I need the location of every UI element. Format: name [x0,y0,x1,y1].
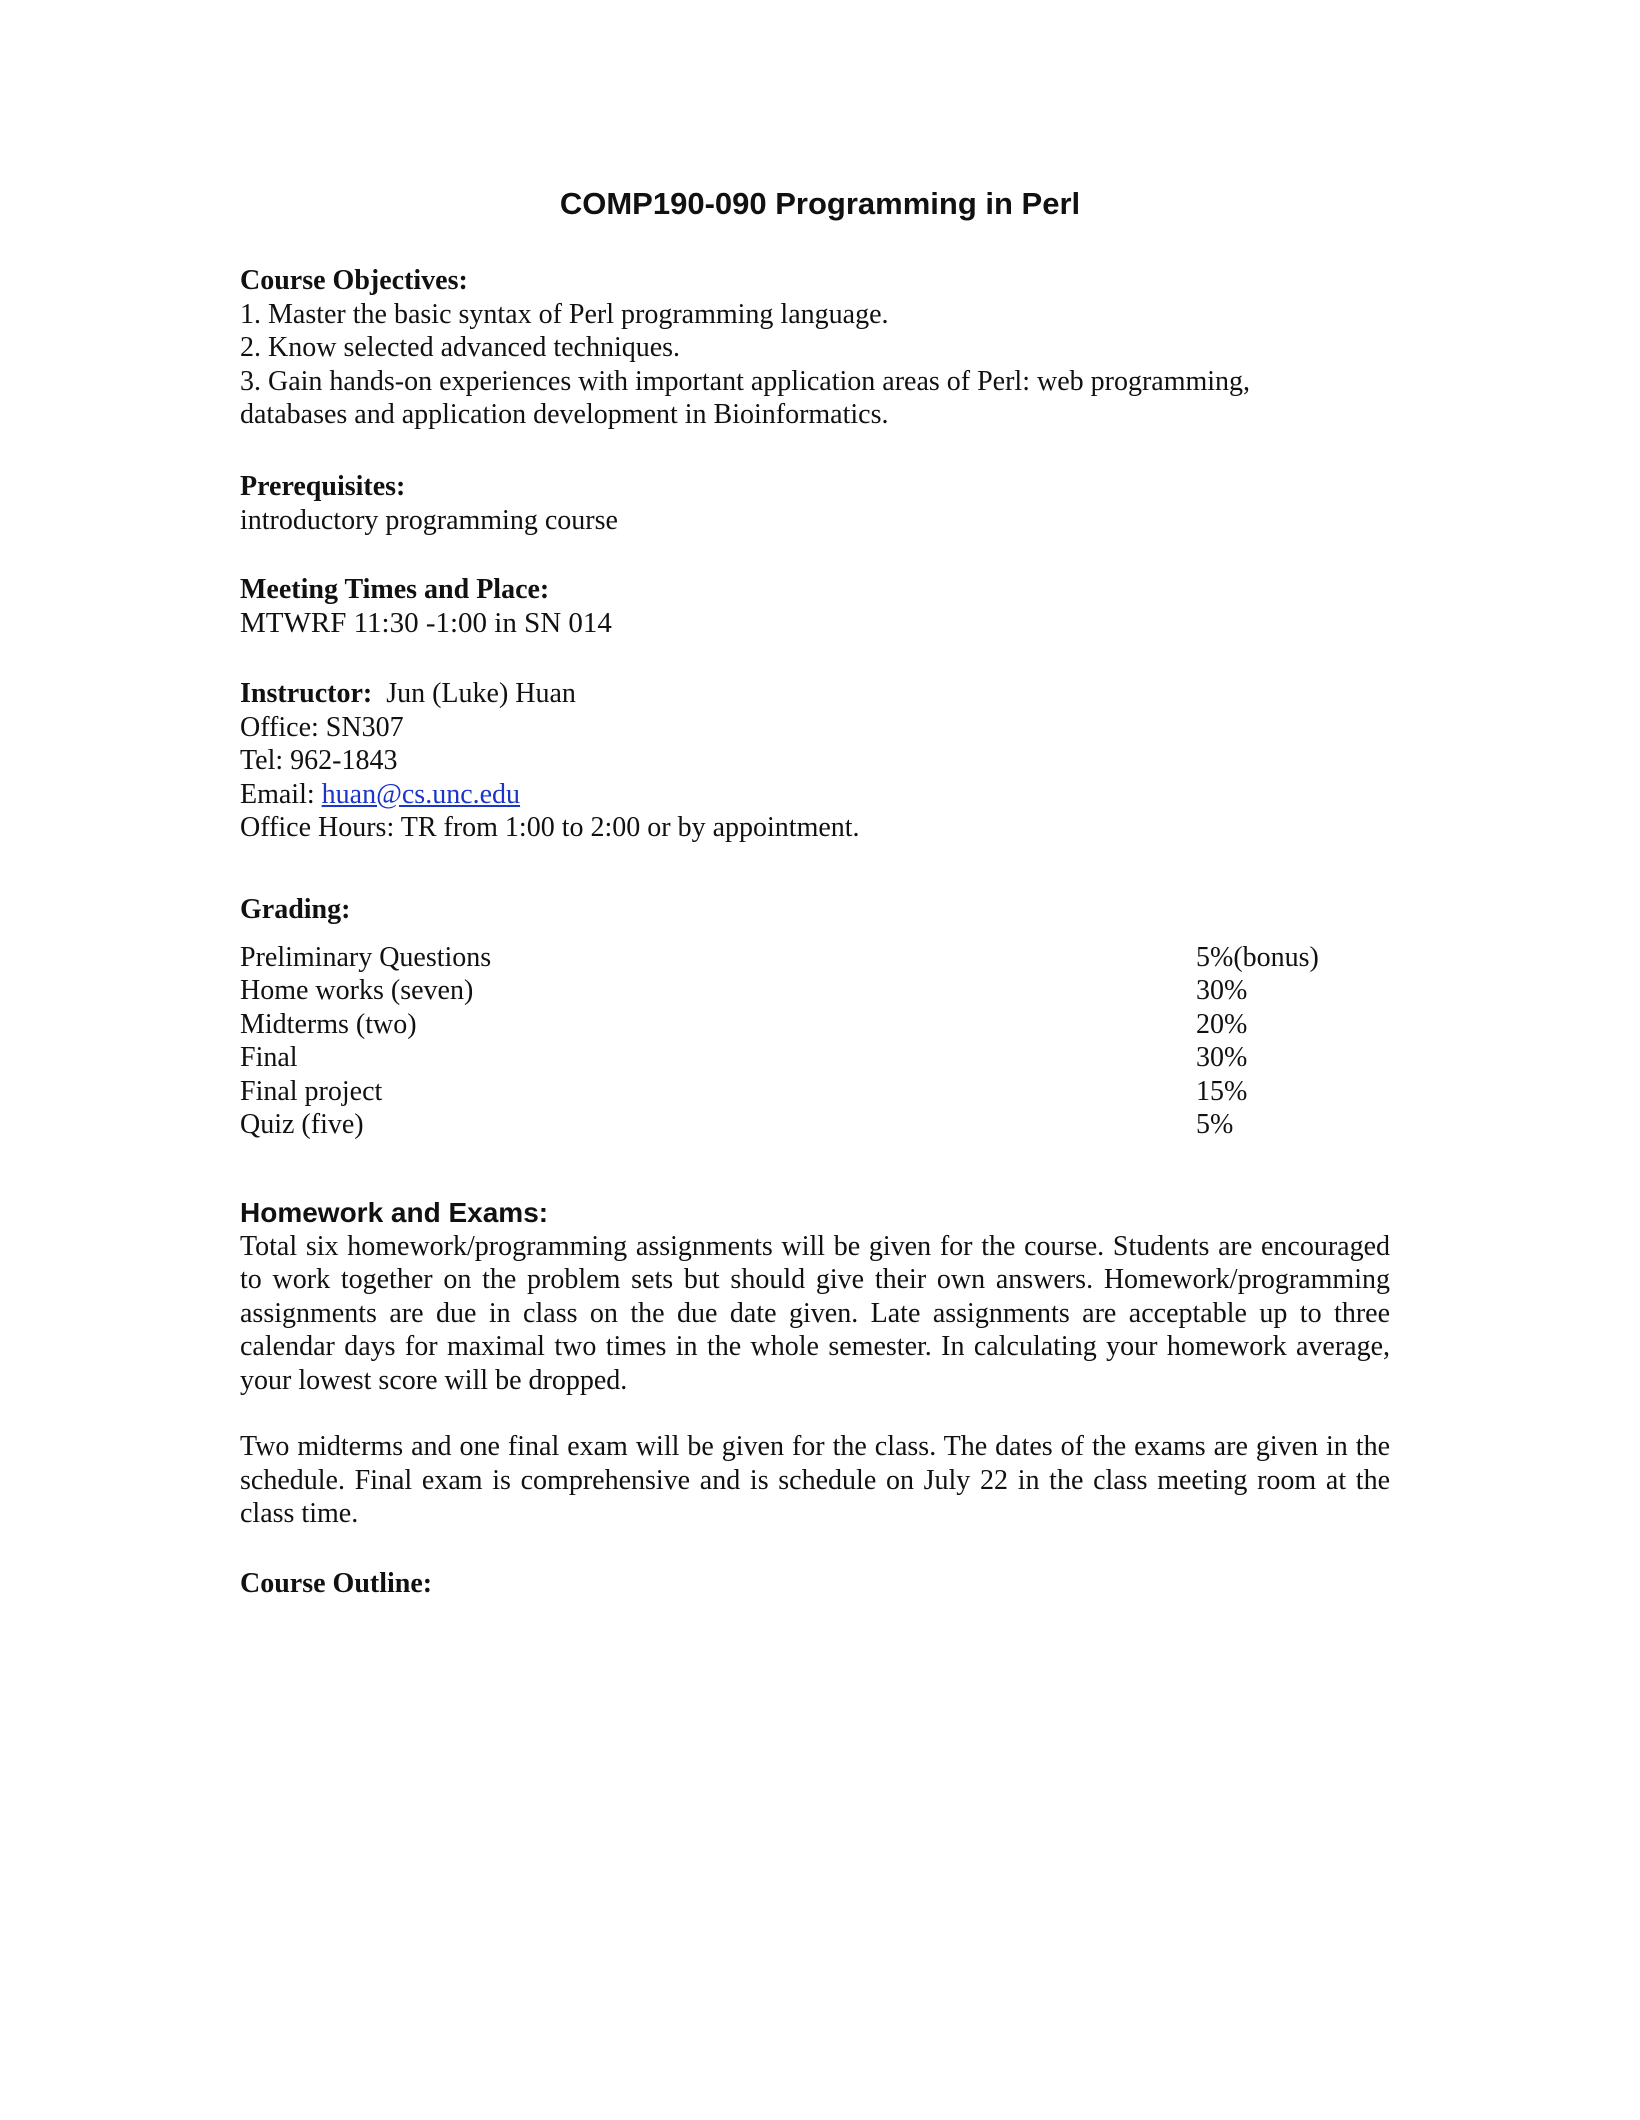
instructor-name: Jun (Luke) Huan [386,678,576,709]
table-row [240,974,1319,1008]
office-hours: Office Hours: TR from 1:00 to 2:00 or by appointment. [240,812,860,843]
homework-section [240,1196,1390,1531]
grade-item: Preliminary Questions [240,941,492,973]
homework-heading: Homework and Exams: [240,1197,549,1228]
instructor-tel: Tel: 962-1843 [240,745,398,776]
meeting-heading: Meeting Times and Place: [240,574,550,605]
table-row [240,941,1319,975]
objectives-heading: Course Objectives: [240,265,468,296]
grade-weight: 15% [1196,1075,1248,1107]
table-row [240,1075,1319,1109]
grade-weight: 5%(bonus) [1196,941,1319,973]
homework-paragraph: Total six homework/programming assignments will be given for the course. Students are encouraged to work together on the problem sets but should give their own answers. Homework/programming assignments are due in class on the due date given. Late assignments are acceptable up to three calendar days for maximal two times in the whole semester. In calculating your homework average, your lowest score will be dropped. [240,1230,1390,1396]
objective-continuation: databases and application development in Bioinformatics. [240,399,889,430]
objective-item: 2. Know selected advanced techniques. [240,332,681,363]
objective-item: 1. Master the basic syntax of Perl programming language. [240,298,889,330]
objectives-section [240,264,1390,432]
table-row [240,1041,1319,1075]
grade-item: Final project [240,1075,383,1107]
outline-section [240,1567,1390,1601]
objective-item: 3. Gain hands-on experiences with important application areas of Perl: web programming, [240,365,1251,397]
prerequisites-section [240,470,1390,537]
grade-item: Midterms (two) [240,1008,417,1040]
instructor-office: Office: SN307 [240,711,404,743]
grade-item: Quiz (five) [240,1109,364,1141]
grade-item: Final [240,1042,298,1074]
grade-item: Home works (seven) [240,975,474,1007]
grading-table [240,941,1319,1143]
grade-weight: 30% [1196,975,1248,1007]
document-title: COMP190-090 Programming in Perl [559,186,1081,221]
table-row [240,1108,1319,1142]
grade-weight: 5% [1196,1109,1234,1141]
grading-section [240,893,1390,1142]
outline-heading: Course Outline: [240,1568,433,1599]
grading-heading: Grading: [240,894,351,925]
email-label: Email: [240,778,322,810]
meeting-section [240,573,1390,640]
table-row [240,1008,1319,1042]
email-link[interactable]: huan@cs.unc.edu [321,778,521,810]
exams-paragraph: Two midterms and one final exam will be given for the class. The dates of the exams are given in the schedule. Final exam is comprehensive and is schedule on July 22 in the class meeting room at the class time. [240,1431,1390,1529]
instructor-heading: Instructor: [240,678,373,709]
grade-weight: 30% [1196,1042,1248,1074]
prerequisites-text: introductory programming course [240,504,618,536]
prerequisites-heading: Prerequisites: [240,471,406,502]
grade-weight: 20% [1196,1008,1248,1040]
meeting-text: MTWRF 11:30 -1:00 in SN 014 [240,606,612,639]
instructor-section [240,677,1390,845]
